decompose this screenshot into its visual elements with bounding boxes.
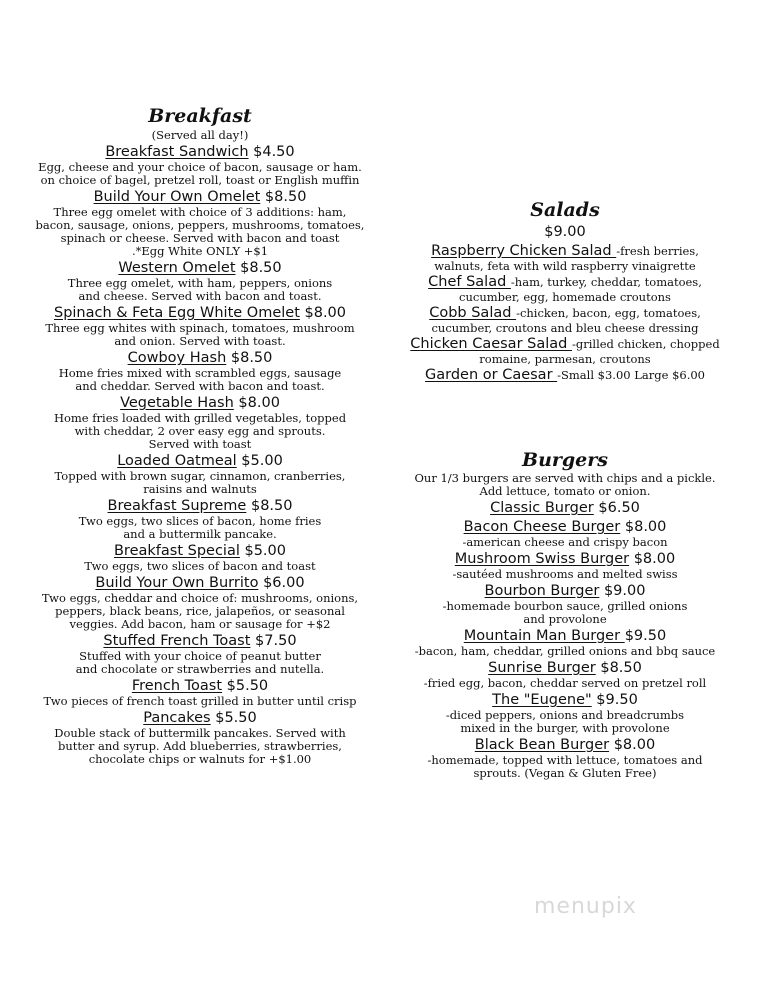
- salads-title: Salads: [530, 199, 600, 221]
- breakfast-item-desc: Three egg omelet, with ham, peppers, onions: [67, 276, 333, 290]
- breakfast-item-name: French Toast: [131, 678, 223, 694]
- breakfast-item-price: $8.50: [250, 498, 293, 514]
- breakfast-item-title: [14, 188, 386, 206]
- salad-item: [400, 336, 730, 353]
- breakfast-item-name: Breakfast Sandwich: [105, 144, 249, 160]
- burgers-item-price: $9.00: [603, 583, 646, 599]
- burgers-item-price: $8.00: [624, 519, 667, 535]
- breakfast-item-desc: and onion. Served with toast.: [114, 334, 286, 348]
- breakfast-item-title: [14, 709, 386, 727]
- breakfast-item-title: [14, 497, 386, 515]
- breakfast-item-desc: Two eggs, two slices of bacon, home fries: [78, 514, 322, 528]
- burgers-item-title: [400, 691, 730, 709]
- burgers-item-desc: -fried egg, bacon, cheddar served on pretzel roll: [423, 676, 707, 690]
- breakfast-item-desc: on choice of bagel, pretzel roll, toast or English muffin: [40, 173, 360, 187]
- breakfast-item-desc: with cheddar, 2 over easy egg and sprouts.: [74, 424, 326, 438]
- burgers-item-desc: mixed in the burger, with provolone: [460, 721, 670, 735]
- salad-item-name: Chef Salad: [428, 274, 511, 290]
- breakfast-items: [14, 143, 386, 766]
- breakfast-title: Breakfast: [148, 105, 252, 127]
- breakfast-item-desc: Served with toast: [148, 437, 252, 451]
- breakfast-item-name: Spinach & Feta Egg White Omelet: [53, 305, 300, 321]
- breakfast-item-desc: chocolate chips or walnuts for +$1.00: [88, 752, 312, 766]
- breakfast-item-price: $4.50: [253, 144, 295, 160]
- breakfast-item-price: $8.50: [240, 260, 282, 276]
- salad-item-name: Raspberry Chicken Salad: [431, 243, 617, 259]
- burgers-item-title: [400, 627, 730, 645]
- salad-item-desc: walnuts, feta with wild raspberry vinaigrette: [434, 259, 696, 273]
- breakfast-item-desc: Two eggs, two slices of bacon and toast: [84, 559, 316, 573]
- breakfast-item-name: Stuffed French Toast: [103, 633, 251, 649]
- breakfast-item-desc: Stuffed with your choice of peanut butter: [79, 649, 321, 663]
- burgers-item-name: Mountain Man Burger: [463, 628, 625, 644]
- breakfast-item-price: $6.00: [263, 575, 305, 591]
- breakfast-item-desc: and cheese. Served with bacon and toast.: [78, 289, 322, 303]
- salad-item-desc: -ham, turkey, cheddar, tomatoes,: [510, 275, 702, 289]
- breakfast-item-name: Cowboy Hash: [127, 350, 227, 366]
- breakfast-item-price: $5.00: [241, 453, 283, 469]
- breakfast-item-desc: Home fries loaded with grilled vegetables, topped: [53, 411, 347, 425]
- breakfast-item-price: $8.00: [238, 395, 280, 411]
- burgers-title: Burgers: [522, 449, 608, 471]
- breakfast-item-name: Breakfast Special: [113, 543, 240, 559]
- salad-item: [400, 274, 730, 291]
- breakfast-item-price: $8.50: [264, 189, 307, 205]
- breakfast-column: [14, 104, 386, 766]
- breakfast-item-desc: Two pieces of french toast grilled in butter until crisp: [43, 694, 357, 708]
- burgers-item-price: $8.00: [613, 737, 656, 753]
- salad-item-desc: -chicken, bacon, egg, tomatoes,: [516, 306, 701, 320]
- salads-column: [400, 198, 730, 384]
- burgers-section: [400, 448, 730, 780]
- burgers-item-price: $6.50: [598, 500, 640, 516]
- burgers-item-title: [400, 582, 730, 600]
- breakfast-item-desc: Egg, cheese and your choice of bacon, sausage or ham.: [38, 160, 362, 174]
- burgers-item-title: [400, 499, 730, 517]
- breakfast-subtitle: (Served all day!): [151, 128, 249, 142]
- burgers-item-desc: -sautéed mushrooms and melted swiss: [452, 567, 678, 581]
- breakfast-item-desc: Topped with brown sugar, cinnamon, cranberries,: [54, 469, 346, 483]
- breakfast-item-title: [14, 452, 386, 470]
- burgers-item-price: $9.50: [624, 628, 667, 644]
- breakfast-item-desc: .*Egg White ONLY +$1: [131, 244, 269, 258]
- salad-item-desc: cucumber, croutons and bleu cheese dressing: [431, 321, 699, 335]
- breakfast-item-name: Build Your Own Omelet: [93, 189, 261, 205]
- breakfast-item-title: [14, 304, 386, 322]
- breakfast-item-name: Build Your Own Burrito: [95, 575, 259, 591]
- breakfast-item-price: $5.50: [226, 678, 269, 694]
- burgers-item-desc: -bacon, ham, cheddar, grilled onions and bbq sauce: [414, 644, 716, 658]
- breakfast-item-title: [14, 259, 386, 277]
- breakfast-item-name: Pancakes: [143, 710, 211, 726]
- burgers-item-title: [400, 736, 730, 754]
- salad-item-desc: -fresh berries,: [616, 244, 699, 258]
- burgers-item-name: Black Bean Burger: [474, 737, 610, 753]
- breakfast-item-desc: raisins and walnuts: [143, 482, 257, 496]
- breakfast-item-desc: spinach or cheese. Served with bacon and toast: [60, 231, 340, 245]
- burgers-item-name: Sunrise Burger: [488, 660, 596, 676]
- salad-item-desc: -grilled chicken, chopped: [571, 337, 720, 351]
- salad-item-desc: romaine, parmesan, croutons: [479, 352, 651, 366]
- burgers-item-name: Bourbon Burger: [484, 583, 600, 599]
- breakfast-item-title: [14, 349, 386, 367]
- breakfast-item-name: Vegetable Hash: [120, 395, 234, 411]
- burgers-item-name: Bacon Cheese Burger: [463, 519, 621, 535]
- breakfast-item-desc: Double stack of buttermilk pancakes. Served with: [54, 726, 346, 740]
- burgers-item-price: $8.50: [600, 660, 642, 676]
- breakfast-item-desc: and chocolate or strawberries and nutella.: [75, 662, 325, 676]
- breakfast-item-desc: bacon, sausage, onions, peppers, mushrooms, tomatoes,: [35, 218, 365, 232]
- breakfast-item-title: [14, 632, 386, 650]
- burgers-item-title: [400, 518, 730, 536]
- breakfast-item-title: [14, 677, 386, 695]
- burger-items: [400, 499, 730, 780]
- burgers-item-price: $8.00: [633, 551, 676, 567]
- burgers-item-name: The "Eugene": [492, 692, 592, 708]
- breakfast-item-name: Breakfast Supreme: [107, 498, 247, 514]
- burgers-item-title: [400, 550, 730, 568]
- breakfast-item-name: Western Omelet: [118, 260, 236, 276]
- breakfast-item-desc: Three egg omelet with choice of 3 additions: ham,: [53, 205, 347, 219]
- watermark-logo: menupix: [534, 894, 637, 919]
- breakfast-item-desc: and cheddar. Served with bacon and toast.: [75, 379, 325, 393]
- breakfast-item-price: $8.50: [230, 350, 273, 366]
- salad-item: [400, 305, 730, 322]
- burgers-intro-1: Our 1/3 burgers are served with chips and a pickle.: [414, 471, 716, 485]
- breakfast-item-price: $5.50: [215, 710, 257, 726]
- burgers-item-desc: -homemade bourbon sauce, grilled onions: [442, 599, 688, 613]
- salad-item-desc: -Small $3.00 Large $6.00: [557, 368, 705, 382]
- salad-item: [400, 243, 730, 260]
- salads-price: $9.00: [544, 224, 586, 240]
- breakfast-item-desc: Three egg whites with spinach, tomatoes, mushroom: [45, 321, 355, 335]
- burgers-item-desc: -homemade, topped with lettuce, tomatoes and: [427, 753, 703, 767]
- burgers-intro-2: Add lettuce, tomato or onion.: [479, 484, 651, 498]
- breakfast-item-price: $5.00: [244, 543, 286, 559]
- breakfast-item-title: [14, 394, 386, 412]
- burgers-item-name: Mushroom Swiss Burger: [454, 551, 630, 567]
- salad-item-name: Garden or Caesar: [425, 367, 558, 383]
- breakfast-item-title: [14, 542, 386, 560]
- salad-item: [400, 367, 730, 384]
- salad-item-desc: cucumber, egg, homemade croutons: [459, 290, 671, 304]
- burgers-item-desc: sprouts. (Vegan & Gluten Free): [473, 766, 657, 780]
- breakfast-item-desc: and a buttermilk pancake.: [123, 527, 277, 541]
- breakfast-item-price: $7.50: [255, 633, 297, 649]
- breakfast-item-desc: veggies. Add bacon, ham or sausage for +$2: [69, 617, 331, 631]
- breakfast-item-desc: peppers, black beans, rice, jalapeños, or seasonal: [55, 604, 345, 618]
- burgers-item-name: Classic Burger: [490, 500, 594, 516]
- burgers-item-title: [400, 659, 730, 677]
- burgers-item-price: $9.50: [596, 692, 638, 708]
- breakfast-item-desc: butter and syrup. Add blueberries, strawberries,: [58, 739, 342, 753]
- breakfast-item-desc: Home fries mixed with scrambled eggs, sausage: [58, 366, 342, 380]
- salad-item-name: Chicken Caesar Salad: [410, 336, 572, 352]
- breakfast-item-title: [14, 574, 386, 592]
- burgers-item-desc: -diced peppers, onions and breadcrumbs: [445, 708, 685, 722]
- salad-item-name: Cobb Salad: [429, 305, 517, 321]
- breakfast-item-price: $8.00: [304, 305, 347, 321]
- breakfast-item-title: [14, 143, 386, 161]
- salad-items: [400, 243, 730, 384]
- burgers-item-desc: -american cheese and crispy bacon: [462, 535, 668, 549]
- burgers-item-desc: and provolone: [523, 612, 607, 626]
- breakfast-item-desc: Two eggs, cheddar and choice of: mushrooms, onions,: [41, 591, 359, 605]
- breakfast-item-name: Loaded Oatmeal: [117, 453, 237, 469]
